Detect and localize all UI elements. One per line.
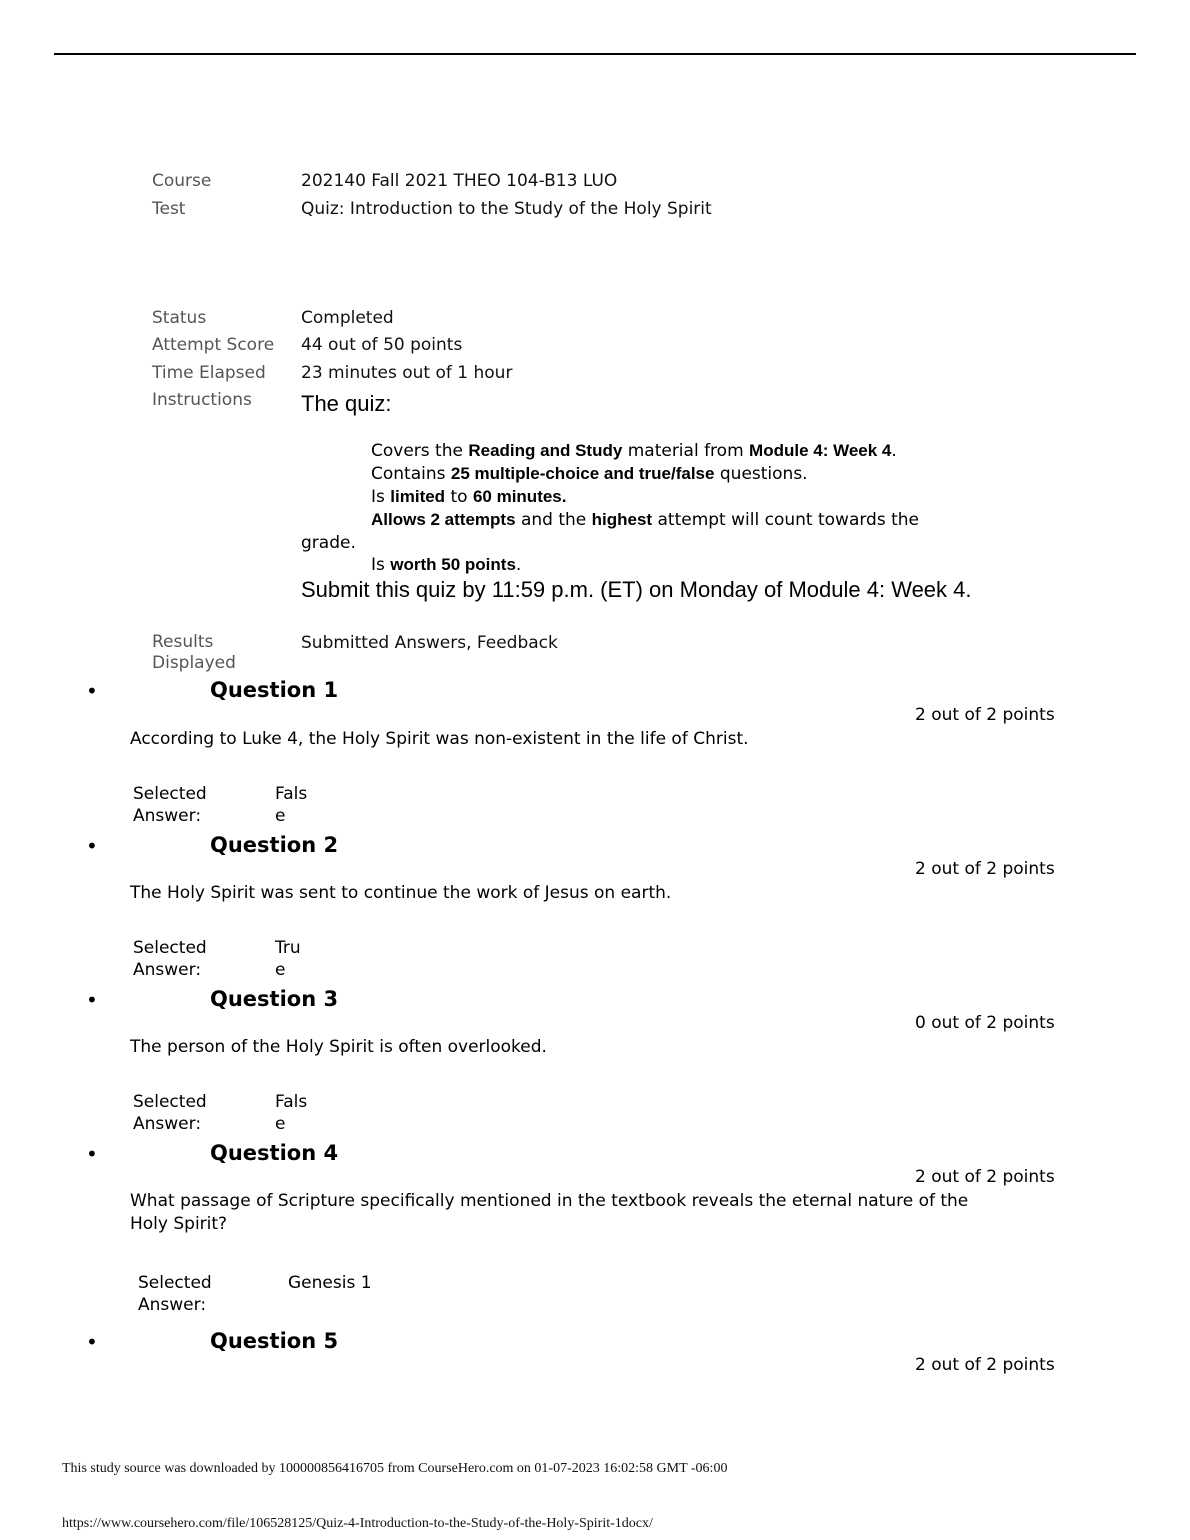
instructions-heading: The quiz:: [301, 391, 392, 416]
instruction-item-contains: Contains 25 multiple-choice and true/false questions.: [371, 464, 808, 484]
source-url[interactable]: https://www.coursehero.com/file/106528125/Quiz-4-Introduction-to-the-Study-of-the-Holy-Spirit-1docx/: [62, 1516, 653, 1531]
question-text: What passage of Scripture specifically mentioned in the textbook reveals the eternal nature of the Holy Spirit?: [130, 1191, 969, 1234]
bullet-icon: •: [86, 988, 98, 1012]
instructions-submit-deadline: Submit this quiz by 11:59 p.m. (ET) on Monday of Module 4: Week 4.: [301, 577, 972, 602]
question-title: Question 4: [210, 1141, 339, 1165]
selected-answer-value: False: [275, 784, 308, 826]
bullet-icon: •: [86, 679, 98, 703]
selected-answer-label: Selected Answer:: [133, 784, 207, 826]
time-elapsed-label: Time Elapsed: [152, 363, 266, 383]
bullet-icon: •: [86, 1142, 98, 1166]
question-points: 2 out of 2 points: [915, 1167, 1055, 1187]
instruction-item-attempts-wrap: grade.: [301, 533, 356, 553]
question-points: 2 out of 2 points: [915, 859, 1055, 879]
attempt-score-label: Attempt Score: [152, 335, 275, 355]
selected-answer-value: True: [275, 938, 301, 980]
question-title: Question 1: [210, 678, 339, 702]
instruction-item-attempts: Allows 2 attempts and the highest attempt will count towards the: [371, 510, 919, 530]
bullet-icon: •: [86, 1330, 98, 1354]
selected-answer-value: Genesis 1: [288, 1273, 372, 1293]
selected-answer-value: False: [275, 1092, 308, 1134]
download-note: This study source was downloaded by 100000856416705 from CourseHero.com on 01-07-2023 16:02:58 GMT -06:00: [62, 1461, 728, 1476]
question-title: Question 5: [210, 1329, 339, 1353]
top-rule: [54, 53, 1136, 55]
instruction-item-worth: Is worth 50 points.: [371, 555, 522, 575]
selected-answer-label: Selected Answer:: [133, 938, 207, 980]
status-value: Completed: [301, 308, 394, 328]
results-displayed-value: Submitted Answers, Feedback: [301, 633, 558, 653]
question-text: The Holy Spirit was sent to continue the work of Jesus on earth.: [130, 883, 672, 903]
results-displayed-label: Results Displayed: [152, 632, 236, 673]
question-title: Question 3: [210, 987, 339, 1011]
selected-answer-label: Selected Answer:: [133, 1092, 207, 1134]
status-label: Status: [152, 308, 207, 328]
attempt-score-value: 44 out of 50 points: [301, 335, 463, 355]
selected-answer-label: Selected Answer:: [138, 1273, 212, 1315]
instruction-item-limited: Is limited to 60 minutes.: [371, 487, 567, 507]
question-text: According to Luke 4, the Holy Spirit was non-existent in the life of Christ.: [130, 729, 749, 749]
question-points: 2 out of 2 points: [915, 705, 1055, 725]
time-elapsed-value: 23 minutes out of 1 hour: [301, 363, 513, 383]
instruction-item-covers: Covers the Reading and Study material from Module 4: Week 4.: [371, 441, 897, 461]
test-value: Quiz: Introduction to the Study of the Holy Spirit: [301, 199, 712, 219]
question-points: 2 out of 2 points: [915, 1355, 1055, 1375]
course-value: 202140 Fall 2021 THEO 104-B13 LUO: [301, 171, 618, 191]
question-text: The person of the Holy Spirit is often overlooked.: [130, 1037, 547, 1057]
bullet-icon: •: [86, 834, 98, 858]
course-label: Course: [152, 171, 212, 191]
question-title: Question 2: [210, 833, 339, 857]
test-label: Test: [152, 199, 186, 219]
instructions-label: Instructions: [152, 390, 252, 410]
question-points: 0 out of 2 points: [915, 1013, 1055, 1033]
